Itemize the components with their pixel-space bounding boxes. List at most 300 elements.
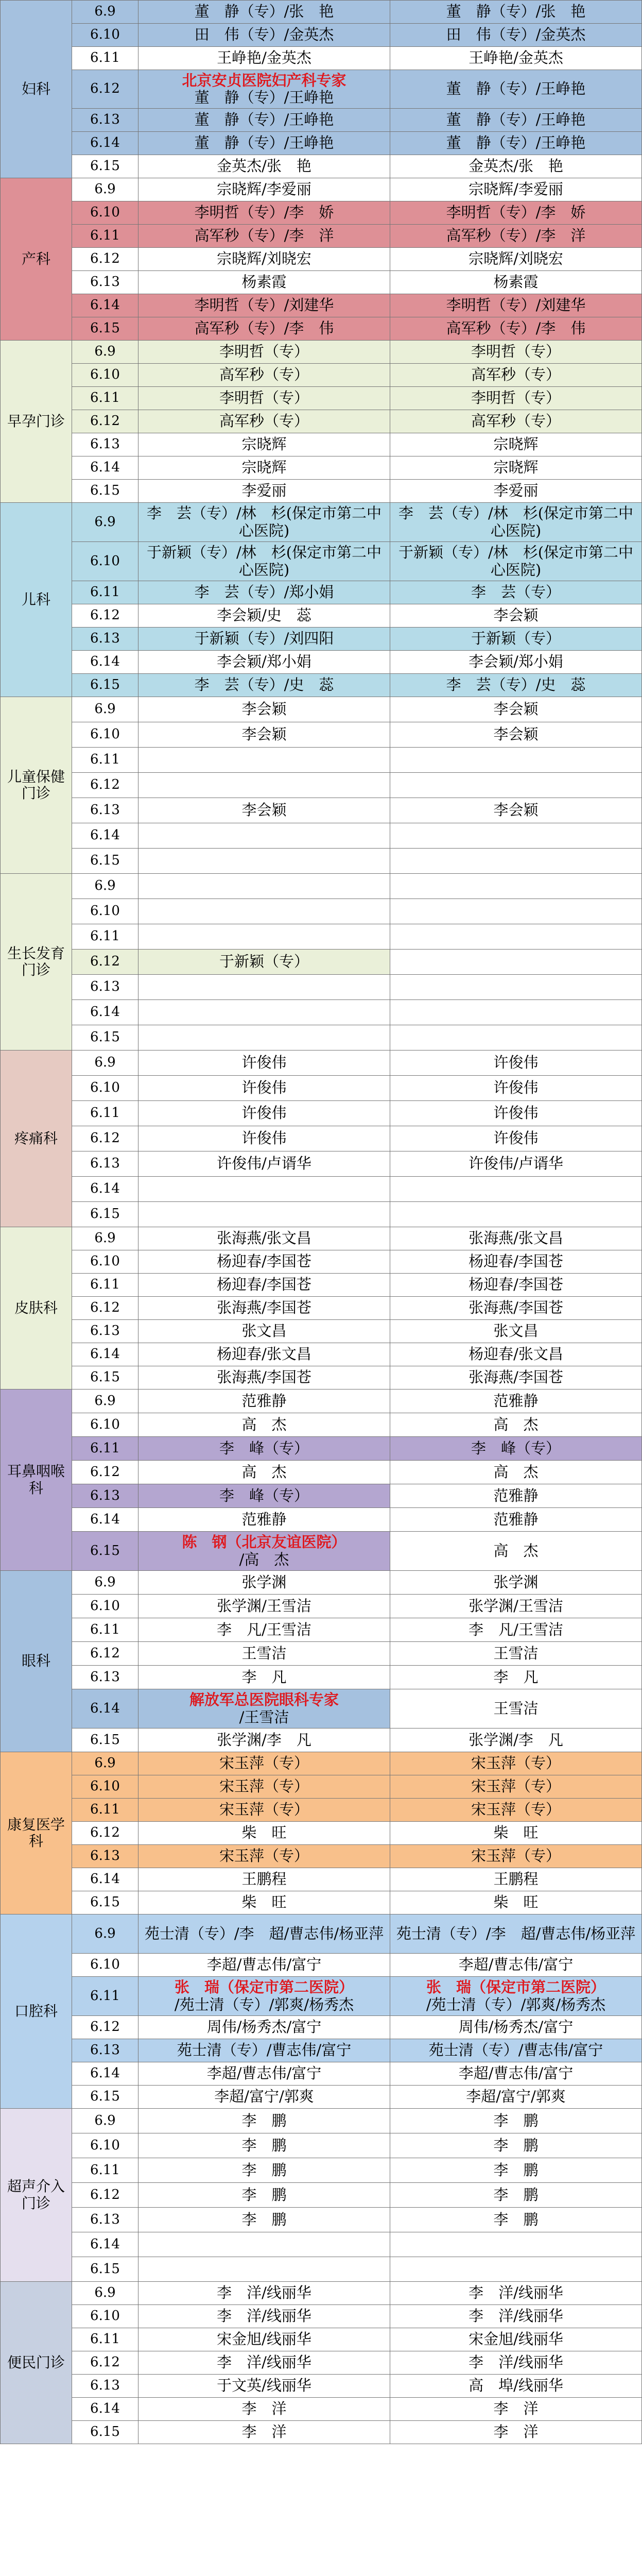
afternoon-doctor-cell <box>390 1177 642 1202</box>
morning-doctor-cell: 苑士清（专）/李 超/曹志伟/杨亚萍 <box>138 1914 390 1954</box>
schedule-row <box>1 70 642 109</box>
afternoon-doctor-cell: 宗晓辉/刘晓宏 <box>390 248 642 271</box>
date-cell: 6.13 <box>72 2039 138 2062</box>
afternoon-doctor-cell: 高 杰 <box>390 1413 642 1437</box>
morning-doctor-cell: 张学渊 <box>138 1571 390 1595</box>
schedule-row <box>1 387 642 410</box>
date-cell: 6.15 <box>72 1891 138 1914</box>
schedule-row <box>1 1571 642 1595</box>
date-cell: 6.11 <box>72 225 138 248</box>
date-cell: 6.11 <box>72 2158 138 2183</box>
schedule-row <box>1 341 642 364</box>
afternoon-doctor-cell: 李 峰（专） <box>390 1437 642 1461</box>
morning-doctor-cell: 于文英/线丽华 <box>138 2375 390 2398</box>
date-cell: 6.13 <box>72 1484 138 1508</box>
schedule-row <box>1 1799 642 1822</box>
schedule-row <box>1 1845 642 1868</box>
morning-doctor-cell: 李爱丽 <box>138 480 390 503</box>
date-cell: 6.11 <box>72 581 138 604</box>
date-cell: 6.11 <box>72 924 138 950</box>
schedule-row <box>1 433 642 456</box>
schedule-row <box>1 1366 642 1389</box>
morning-doctor-cell: 宋玉萍（专） <box>138 1799 390 1822</box>
date-cell: 6.14 <box>72 1689 138 1728</box>
afternoon-doctor-cell: 范雅静 <box>390 1508 642 1532</box>
date-cell: 6.12 <box>72 1642 138 1666</box>
date-cell: 6.12 <box>72 70 138 109</box>
afternoon-doctor-cell: 李 凡 <box>390 1666 642 1689</box>
afternoon-doctor-cell: 许俊伟 <box>390 1101 642 1126</box>
date-cell: 6.12 <box>72 2351 138 2375</box>
schedule-row <box>1 975 642 1000</box>
afternoon-doctor-cell: 李 鹏 <box>390 2208 642 2232</box>
date-cell: 6.10 <box>72 364 138 387</box>
date-cell: 6.10 <box>72 899 138 924</box>
schedule-row <box>1 1775 642 1799</box>
morning-doctor-cell: 宋金旭/线丽华 <box>138 2328 390 2351</box>
schedule-row <box>1 2158 642 2183</box>
date-cell: 6.11 <box>72 2328 138 2351</box>
date-cell: 6.9 <box>72 2282 138 2305</box>
morning-doctor-cell: 李 洋/线丽华 <box>138 2305 390 2328</box>
morning-doctor-cell: 李 峰（专） <box>138 1484 390 1508</box>
morning-doctor-cell: 张海燕/张文昌 <box>138 1227 390 1250</box>
morning-doctor-cell: 王峥艳/金英杰 <box>138 47 390 70</box>
date-cell: 6.15 <box>72 480 138 503</box>
date-cell: 6.9 <box>72 874 138 899</box>
afternoon-doctor-cell <box>390 773 642 798</box>
schedule-row <box>1 1752 642 1775</box>
morning-doctor-cell <box>138 773 390 798</box>
afternoon-doctor-cell: 高军秒（专）/李 洋 <box>390 225 642 248</box>
department-name: 疼痛科 <box>1 1050 72 1227</box>
schedule-row <box>1 1413 642 1437</box>
date-cell: 6.14 <box>72 294 138 317</box>
date-cell: 6.14 <box>72 651 138 674</box>
afternoon-doctor-cell: 李会颖 <box>390 604 642 628</box>
afternoon-doctor-cell: 高 杰 <box>390 1461 642 1484</box>
schedule-row <box>1 1151 642 1177</box>
afternoon-doctor-cell: 李 洋/线丽华 <box>390 2282 642 2305</box>
morning-doctor-cell <box>138 849 390 874</box>
morning-doctor-cell <box>138 1202 390 1227</box>
date-cell: 6.10 <box>72 1775 138 1799</box>
afternoon-doctor-cell: 王雪洁 <box>390 1642 642 1666</box>
afternoon-doctor-cell <box>390 2232 642 2257</box>
date-cell: 6.12 <box>72 1822 138 1845</box>
doctor-highlight-text: 张 瑞（保定市第二医院） <box>174 1978 354 1996</box>
department-name: 产科 <box>1 178 72 341</box>
date-cell: 6.9 <box>72 1571 138 1595</box>
morning-doctor-cell: 许俊伟 <box>138 1076 390 1101</box>
doctor-text: /苑士清（专）/郭爽/杨秀杰 <box>174 1995 354 2013</box>
date-cell: 6.9 <box>72 1 138 24</box>
schedule-row <box>1 1666 642 1689</box>
morning-doctor-cell: 范雅静 <box>138 1389 390 1413</box>
date-cell: 6.9 <box>72 178 138 201</box>
morning-doctor-cell: 柴 旺 <box>138 1891 390 1914</box>
afternoon-doctor-cell: 李明哲（专）/刘建华 <box>390 294 642 317</box>
date-cell: 6.11 <box>72 1618 138 1642</box>
schedule-row <box>1 1595 642 1618</box>
date-cell: 6.12 <box>72 773 138 798</box>
morning-doctor-cell: 金英杰/张 艳 <box>138 155 390 178</box>
date-cell: 6.10 <box>72 542 138 581</box>
morning-doctor-cell <box>138 1689 390 1728</box>
afternoon-doctor-cell <box>390 1977 642 2016</box>
afternoon-doctor-cell: 许俊伟/卢谞华 <box>390 1151 642 1177</box>
afternoon-doctor-cell: 苑士清（专）/李 超/曹志伟/杨亚萍 <box>390 1914 642 1954</box>
date-cell: 6.10 <box>72 1595 138 1618</box>
afternoon-doctor-cell: 李爱丽 <box>390 480 642 503</box>
schedule-row <box>1 1728 642 1752</box>
schedule-row <box>1 2421 642 2444</box>
morning-doctor-cell: 田 伟（专）/金英杰 <box>138 24 390 47</box>
schedule-row <box>1 1227 642 1250</box>
morning-doctor-cell: 李超/曹志伟/富宁 <box>138 1954 390 1977</box>
date-cell: 6.13 <box>72 1666 138 1689</box>
date-cell: 6.14 <box>72 1343 138 1366</box>
morning-doctor-cell <box>138 1532 390 1571</box>
schedule-row <box>1 1868 642 1891</box>
date-cell: 6.15 <box>72 1366 138 1389</box>
afternoon-doctor-cell: 李 凡/王雪洁 <box>390 1618 642 1642</box>
date-cell: 6.15 <box>72 155 138 178</box>
afternoon-doctor-cell: 柴 旺 <box>390 1891 642 1914</box>
morning-doctor-cell <box>138 70 390 109</box>
date-cell: 6.9 <box>72 1050 138 1076</box>
morning-doctor-cell: 王雪洁 <box>138 1642 390 1666</box>
schedule-row <box>1 1642 642 1666</box>
date-cell: 6.12 <box>72 604 138 628</box>
afternoon-doctor-cell: 杨素霞 <box>390 271 642 294</box>
morning-doctor-cell: 李 芸（专）/史 蕊 <box>138 674 390 697</box>
date-cell: 6.15 <box>72 1202 138 1227</box>
date-cell: 6.13 <box>72 1845 138 1868</box>
doctor-highlight-text: 张 瑞（保定市第二医院） <box>426 1978 605 1996</box>
schedule-row <box>1 109 642 132</box>
morning-doctor-cell <box>138 2257 390 2282</box>
date-cell: 6.10 <box>72 1954 138 1977</box>
date-cell: 6.14 <box>72 823 138 849</box>
morning-doctor-cell: 杨迎春/李国苍 <box>138 1274 390 1297</box>
afternoon-doctor-cell: 宋玉萍（专） <box>390 1845 642 1868</box>
schedule-row <box>1 1000 642 1025</box>
date-cell: 6.13 <box>72 1320 138 1343</box>
afternoon-doctor-cell: 王峥艳/金英杰 <box>390 47 642 70</box>
afternoon-doctor-cell <box>390 874 642 899</box>
afternoon-doctor-cell: 宗晓辉/李爱丽 <box>390 178 642 201</box>
afternoon-doctor-cell <box>390 748 642 773</box>
schedule-row <box>1 201 642 225</box>
schedule-row <box>1 1822 642 1845</box>
afternoon-doctor-cell: 李 芸（专）/林 杉(保定市第二中心医院) <box>390 503 642 542</box>
department-name: 生长发育门诊 <box>1 874 72 1050</box>
afternoon-doctor-cell: 杨迎春/李国苍 <box>390 1274 642 1297</box>
morning-doctor-cell: 董 静（专）/王峥艳 <box>138 132 390 155</box>
morning-doctor-cell: 宋玉萍（专） <box>138 1845 390 1868</box>
morning-doctor-cell: 李超/曹志伟/富宁 <box>138 2062 390 2086</box>
schedule-row <box>1 1274 642 1297</box>
afternoon-doctor-cell <box>390 924 642 950</box>
schedule-row <box>1 1954 642 1977</box>
date-cell: 6.13 <box>72 798 138 823</box>
schedule-row <box>1 2016 642 2039</box>
afternoon-doctor-cell: 李超/曹志伟/富宁 <box>390 1954 642 1977</box>
date-cell: 6.13 <box>72 2208 138 2232</box>
date-cell: 6.11 <box>72 1437 138 1461</box>
date-cell: 6.14 <box>72 2062 138 2086</box>
afternoon-doctor-cell: 于新颖（专）/林 杉(保定市第二中心医院) <box>390 542 642 581</box>
morning-doctor-cell: 李 芸（专）/郑小娟 <box>138 581 390 604</box>
afternoon-doctor-cell: 李会颖/郑小娟 <box>390 651 642 674</box>
morning-doctor-cell: 宗晓辉/李爱丽 <box>138 178 390 201</box>
morning-doctor-cell: 董 静（专）/张 艳 <box>138 1 390 24</box>
morning-doctor-cell <box>138 823 390 849</box>
afternoon-doctor-cell: 杨迎春/张文昌 <box>390 1343 642 1366</box>
schedule-row <box>1 248 642 271</box>
morning-doctor-cell: 张学渊/李 凡 <box>138 1728 390 1752</box>
afternoon-doctor-cell: 许俊伟 <box>390 1076 642 1101</box>
schedule-row <box>1 1343 642 1366</box>
schedule-row <box>1 604 642 628</box>
date-cell: 6.13 <box>72 2375 138 2398</box>
morning-doctor-cell: 李会颖 <box>138 697 390 722</box>
morning-doctor-cell: 许俊伟 <box>138 1050 390 1076</box>
morning-doctor-cell: 李 洋 <box>138 2421 390 2444</box>
afternoon-doctor-cell: 田 伟（专）/金英杰 <box>390 24 642 47</box>
afternoon-doctor-cell: 张学渊/李 凡 <box>390 1728 642 1752</box>
doctor-text: 董 静（专）/王峥艳 <box>194 89 334 106</box>
afternoon-doctor-cell: 李 鹏 <box>390 2183 642 2208</box>
date-cell: 6.10 <box>72 722 138 748</box>
morning-doctor-cell: 李会颖/史 蕊 <box>138 604 390 628</box>
afternoon-doctor-cell: 宗晓辉 <box>390 456 642 480</box>
schedule-row <box>1 2257 642 2282</box>
schedule-row <box>1 798 642 823</box>
date-cell: 6.15 <box>72 2421 138 2444</box>
afternoon-doctor-cell: 宋玉萍（专） <box>390 1775 642 1799</box>
department-name: 耳鼻咽喉科 <box>1 1389 72 1571</box>
schedule-row <box>1 2039 642 2062</box>
morning-doctor-cell: 高 杰 <box>138 1413 390 1437</box>
schedule-row <box>1 271 642 294</box>
date-cell: 6.12 <box>72 1297 138 1320</box>
schedule-row <box>1 950 642 975</box>
morning-doctor-cell: 李 鹏 <box>138 2133 390 2158</box>
schedule-row <box>1 2398 642 2421</box>
schedule-row <box>1 1484 642 1508</box>
date-cell: 6.15 <box>72 1532 138 1571</box>
date-cell: 6.9 <box>72 341 138 364</box>
schedule-row <box>1 294 642 317</box>
schedule-row <box>1 773 642 798</box>
date-cell: 6.10 <box>72 1250 138 1274</box>
morning-doctor-cell: 李 洋/线丽华 <box>138 2351 390 2375</box>
date-cell: 6.14 <box>72 1868 138 1891</box>
morning-doctor-cell: 许俊伟 <box>138 1101 390 1126</box>
afternoon-doctor-cell: 张海燕/李国苍 <box>390 1366 642 1389</box>
afternoon-doctor-cell: 宋玉萍（专） <box>390 1752 642 1775</box>
schedule-row <box>1 849 642 874</box>
morning-doctor-cell: 张海燕/李国苍 <box>138 1366 390 1389</box>
afternoon-doctor-cell: 张海燕/李国苍 <box>390 1297 642 1320</box>
morning-doctor-cell: 李 鹏 <box>138 2109 390 2133</box>
schedule-row <box>1 924 642 950</box>
morning-doctor-cell <box>138 874 390 899</box>
morning-doctor-cell: 李会颖/郑小娟 <box>138 651 390 674</box>
morning-doctor-cell: 许俊伟/卢谞华 <box>138 1151 390 1177</box>
doctor-text: /王雪洁 <box>239 1708 289 1726</box>
afternoon-doctor-cell: 李 芸（专）/史 蕊 <box>390 674 642 697</box>
schedule-row <box>1 1618 642 1642</box>
date-cell: 6.12 <box>72 1461 138 1484</box>
schedule-row <box>1 410 642 433</box>
schedule-row <box>1 2351 642 2375</box>
morning-doctor-cell <box>138 1025 390 1050</box>
afternoon-doctor-cell: 范雅静 <box>390 1484 642 1508</box>
afternoon-doctor-cell: 李 鹏 <box>390 2109 642 2133</box>
morning-doctor-cell: 杨素霞 <box>138 271 390 294</box>
date-cell: 6.15 <box>72 2086 138 2109</box>
schedule-row <box>1 1389 642 1413</box>
department-name: 便民门诊 <box>1 2282 72 2444</box>
department-name: 妇科 <box>1 1 72 178</box>
date-cell: 6.14 <box>72 2398 138 2421</box>
morning-doctor-cell: 张学渊/王雪洁 <box>138 1595 390 1618</box>
date-cell: 6.10 <box>72 1413 138 1437</box>
date-cell: 6.9 <box>72 1389 138 1413</box>
morning-doctor-cell: 李 洋 <box>138 2398 390 2421</box>
afternoon-doctor-cell: 李会颖 <box>390 798 642 823</box>
afternoon-doctor-cell: 张海燕/张文昌 <box>390 1227 642 1250</box>
schedule-row <box>1 503 642 542</box>
afternoon-doctor-cell: 周伟/杨秀杰/富宁 <box>390 2016 642 2039</box>
schedule-row <box>1 1202 642 1227</box>
afternoon-doctor-cell: 李超/富宁/郭爽 <box>390 2086 642 2109</box>
afternoon-doctor-cell: 李 洋/线丽华 <box>390 2351 642 2375</box>
date-cell: 6.14 <box>72 456 138 480</box>
date-cell: 6.9 <box>72 1752 138 1775</box>
department-name: 皮肤科 <box>1 1227 72 1389</box>
schedule-row <box>1 2328 642 2351</box>
schedule-row <box>1 1532 642 1571</box>
schedule-row <box>1 1977 642 2016</box>
schedule-row <box>1 1891 642 1914</box>
date-cell: 6.13 <box>72 271 138 294</box>
afternoon-doctor-cell: 许俊伟 <box>390 1126 642 1151</box>
date-cell: 6.15 <box>72 1728 138 1752</box>
schedule-row <box>1 1914 642 1954</box>
morning-doctor-cell: 宗晓辉 <box>138 456 390 480</box>
afternoon-doctor-cell <box>390 899 642 924</box>
morning-doctor-cell: 李明哲（专） <box>138 341 390 364</box>
morning-doctor-cell <box>138 748 390 773</box>
date-cell: 6.10 <box>72 2133 138 2158</box>
schedule-row <box>1 722 642 748</box>
schedule-body <box>1 1 642 2444</box>
schedule-row <box>1 1320 642 1343</box>
department-name: 早孕门诊 <box>1 341 72 503</box>
morning-doctor-cell: 李 芸（专）/林 杉(保定市第二中心医院) <box>138 503 390 542</box>
morning-doctor-cell: 于新颖（专）/刘四阳 <box>138 628 390 651</box>
date-cell: 6.15 <box>72 849 138 874</box>
morning-doctor-cell <box>138 1977 390 2016</box>
date-cell: 6.11 <box>72 1274 138 1297</box>
date-cell: 6.14 <box>72 132 138 155</box>
afternoon-doctor-cell <box>390 975 642 1000</box>
schedule-row <box>1 697 642 722</box>
afternoon-doctor-cell: 高 埠/线丽华 <box>390 2375 642 2398</box>
afternoon-doctor-cell <box>390 823 642 849</box>
doctor-text: /高 杰 <box>239 1550 289 1568</box>
schedule-row <box>1 1437 642 1461</box>
morning-doctor-cell: 李 洋/线丽华 <box>138 2282 390 2305</box>
department-name: 儿童保健门诊 <box>1 697 72 874</box>
morning-doctor-cell: 李超/富宁/郭爽 <box>138 2086 390 2109</box>
morning-doctor-cell: 李 凡/王雪洁 <box>138 1618 390 1642</box>
morning-doctor-cell: 董 静（专）/王峥艳 <box>138 109 390 132</box>
date-cell: 6.9 <box>72 503 138 542</box>
date-cell: 6.9 <box>72 1227 138 1250</box>
morning-doctor-cell: 柴 旺 <box>138 1822 390 1845</box>
afternoon-doctor-cell: 柴 旺 <box>390 1822 642 1845</box>
afternoon-doctor-cell: 董 静（专）/王峥艳 <box>390 70 642 109</box>
date-cell: 6.12 <box>72 248 138 271</box>
afternoon-doctor-cell: 董 静（专）/王峥艳 <box>390 132 642 155</box>
schedule-row <box>1 1689 642 1728</box>
date-cell: 6.10 <box>72 2305 138 2328</box>
schedule-row <box>1 581 642 604</box>
afternoon-doctor-cell: 李 鹏 <box>390 2158 642 2183</box>
schedule-row <box>1 2305 642 2328</box>
morning-doctor-cell: 高军秒（专） <box>138 364 390 387</box>
schedule-row <box>1 1297 642 1320</box>
afternoon-doctor-cell: 苑士清（专）/曹志伟/富宁 <box>390 2039 642 2062</box>
morning-doctor-cell <box>138 975 390 1000</box>
morning-doctor-cell: 周伟/杨秀杰/富宁 <box>138 2016 390 2039</box>
morning-doctor-cell: 张海燕/李国苍 <box>138 1297 390 1320</box>
schedule-row <box>1 874 642 899</box>
schedule-row <box>1 2109 642 2133</box>
schedule-row <box>1 1076 642 1101</box>
morning-doctor-cell: 宋玉萍（专） <box>138 1775 390 1799</box>
morning-doctor-cell: 李会颖 <box>138 798 390 823</box>
schedule-row <box>1 2183 642 2208</box>
afternoon-doctor-cell: 范雅静 <box>390 1389 642 1413</box>
schedule-row <box>1 47 642 70</box>
morning-doctor-cell: 高军秒（专） <box>138 410 390 433</box>
date-cell: 6.11 <box>72 1799 138 1822</box>
morning-doctor-cell: 范雅静 <box>138 1508 390 1532</box>
morning-doctor-cell: 王鹏程 <box>138 1868 390 1891</box>
afternoon-doctor-cell: 李 鹏 <box>390 2133 642 2158</box>
afternoon-doctor-cell <box>390 849 642 874</box>
morning-doctor-cell <box>138 899 390 924</box>
schedule-row <box>1 1508 642 1532</box>
afternoon-doctor-cell: 李会颖 <box>390 697 642 722</box>
afternoon-doctor-cell: 高 杰 <box>390 1532 642 1571</box>
date-cell: 6.12 <box>72 2016 138 2039</box>
department-name: 超声介入门诊 <box>1 2109 72 2282</box>
morning-doctor-cell <box>138 1000 390 1025</box>
morning-doctor-cell: 张文昌 <box>138 1320 390 1343</box>
schedule-row <box>1 1 642 24</box>
afternoon-doctor-cell: 金英杰/张 艳 <box>390 155 642 178</box>
afternoon-doctor-cell <box>390 1202 642 1227</box>
date-cell: 6.12 <box>72 1126 138 1151</box>
date-cell: 6.14 <box>72 1000 138 1025</box>
